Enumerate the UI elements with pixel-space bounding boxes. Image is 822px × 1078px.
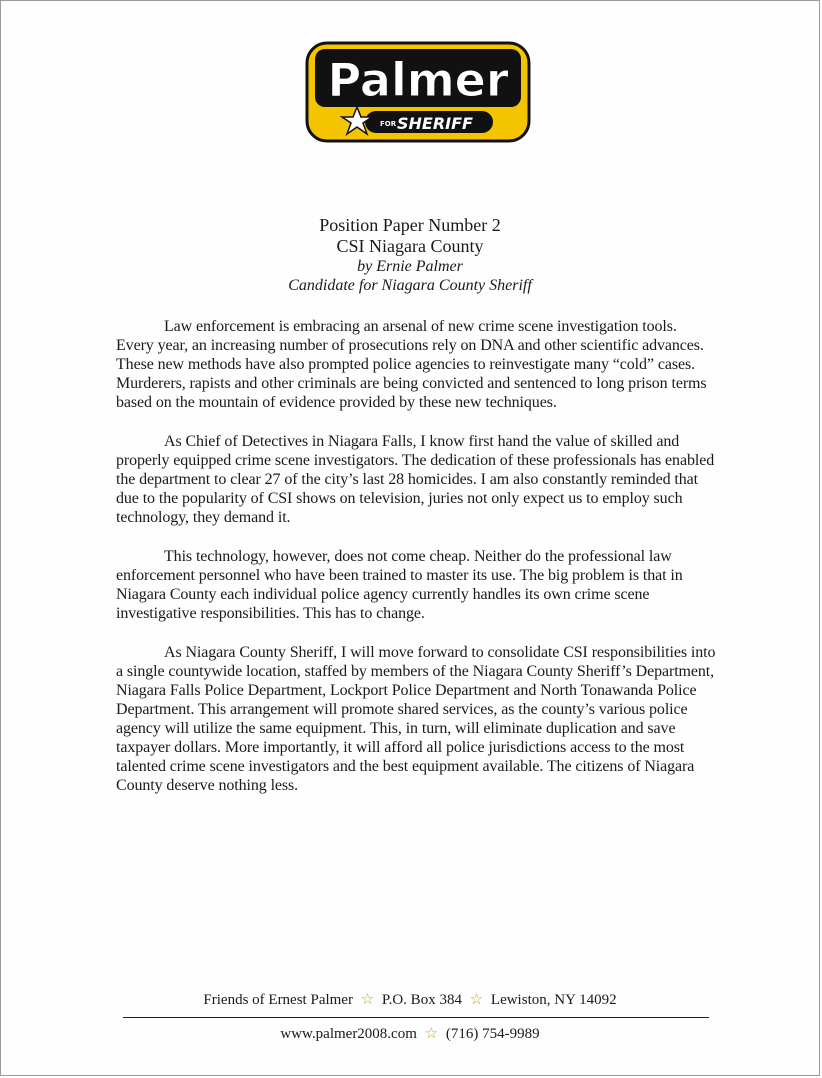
footer-city: Lewiston, NY 14092	[490, 992, 617, 1008]
footer-address	[1, 991, 819, 1009]
logo-for: FOR	[380, 120, 397, 128]
paper-title: Position Paper Number 2	[319, 215, 501, 235]
palmer-sheriff-logo	[305, 41, 531, 143]
body-paragraph: This technology, however, does not come cheap. Neither do the professional law enforcement personnel who have been trained to master its use. The big problem is that in Niagara County each individual police agency currently handles its own crime scene investigative responsibilities. This has to change.	[116, 548, 683, 622]
footer-phone: (716) 754-9989	[445, 1026, 540, 1042]
author-byline: by Ernie Palmer	[357, 258, 463, 275]
logo-name: Palmer	[327, 53, 509, 107]
body-paragraph: As Niagara County Sheriff, I will move forward to consolidate CSI responsibilities into a single countywide location, staffed by members of the Niagara County Sheriff’s Department, Niagara Falls Police Department, Lockport Police Department and North Tonawanda Police Department. This arrangement will promote shared services, as the county’s various police agency will utilize the same equipment. This, in turn, will eliminate duplication and save taxpayer dollars. More importantly, it will afford all police jurisdictions access to the most talented crime scene investigators and the best equipment available. The citizens of Niagara County deserve nothing less.	[116, 644, 716, 794]
star-icon: ☆	[424, 1026, 439, 1042]
paper-subtitle: CSI Niagara County	[336, 236, 484, 256]
body-paragraph: Law enforcement is embracing an arsenal of new crime scene investigation tools. Every year, an increasing number of prosecutions rely on DNA and other scientific advances. These new methods have also prompted police agencies to reinvestigate many “cold” cases. Murderers, rapists and other criminals are being convicted and sentenced to long prison terms based on the mountain of evidence provided by these new techniques.	[116, 318, 707, 411]
footer-po-box: P.O. Box 384	[381, 992, 462, 1008]
footer-committee: Friends of Ernest Palmer	[203, 992, 353, 1008]
body-paragraph: As Chief of Detectives in Niagara Falls, I know first hand the value of skilled and properly equipped crime scene investigators. The dedication of these professionals has enabled the department to clear 27 of the city’s last 28 homicides. I am also constantly reminded that due to the popularity of CSI shows on television, juries not only expect us to employ such technology, they demand it.	[116, 433, 715, 526]
footer-website[interactable]: www.palmer2008.com	[280, 1026, 417, 1042]
paper-body	[116, 317, 716, 815]
paper-heading	[1, 215, 819, 295]
candidate-line: Candidate for Niagara County Sheriff	[288, 277, 532, 294]
star-icon: ☆	[469, 992, 484, 1008]
star-icon: ☆	[360, 992, 375, 1008]
footer-divider	[123, 1017, 709, 1018]
campaign-logo	[305, 41, 531, 143]
logo-sheriff: SHERIFF	[397, 114, 473, 133]
footer-contact	[1, 1025, 819, 1043]
